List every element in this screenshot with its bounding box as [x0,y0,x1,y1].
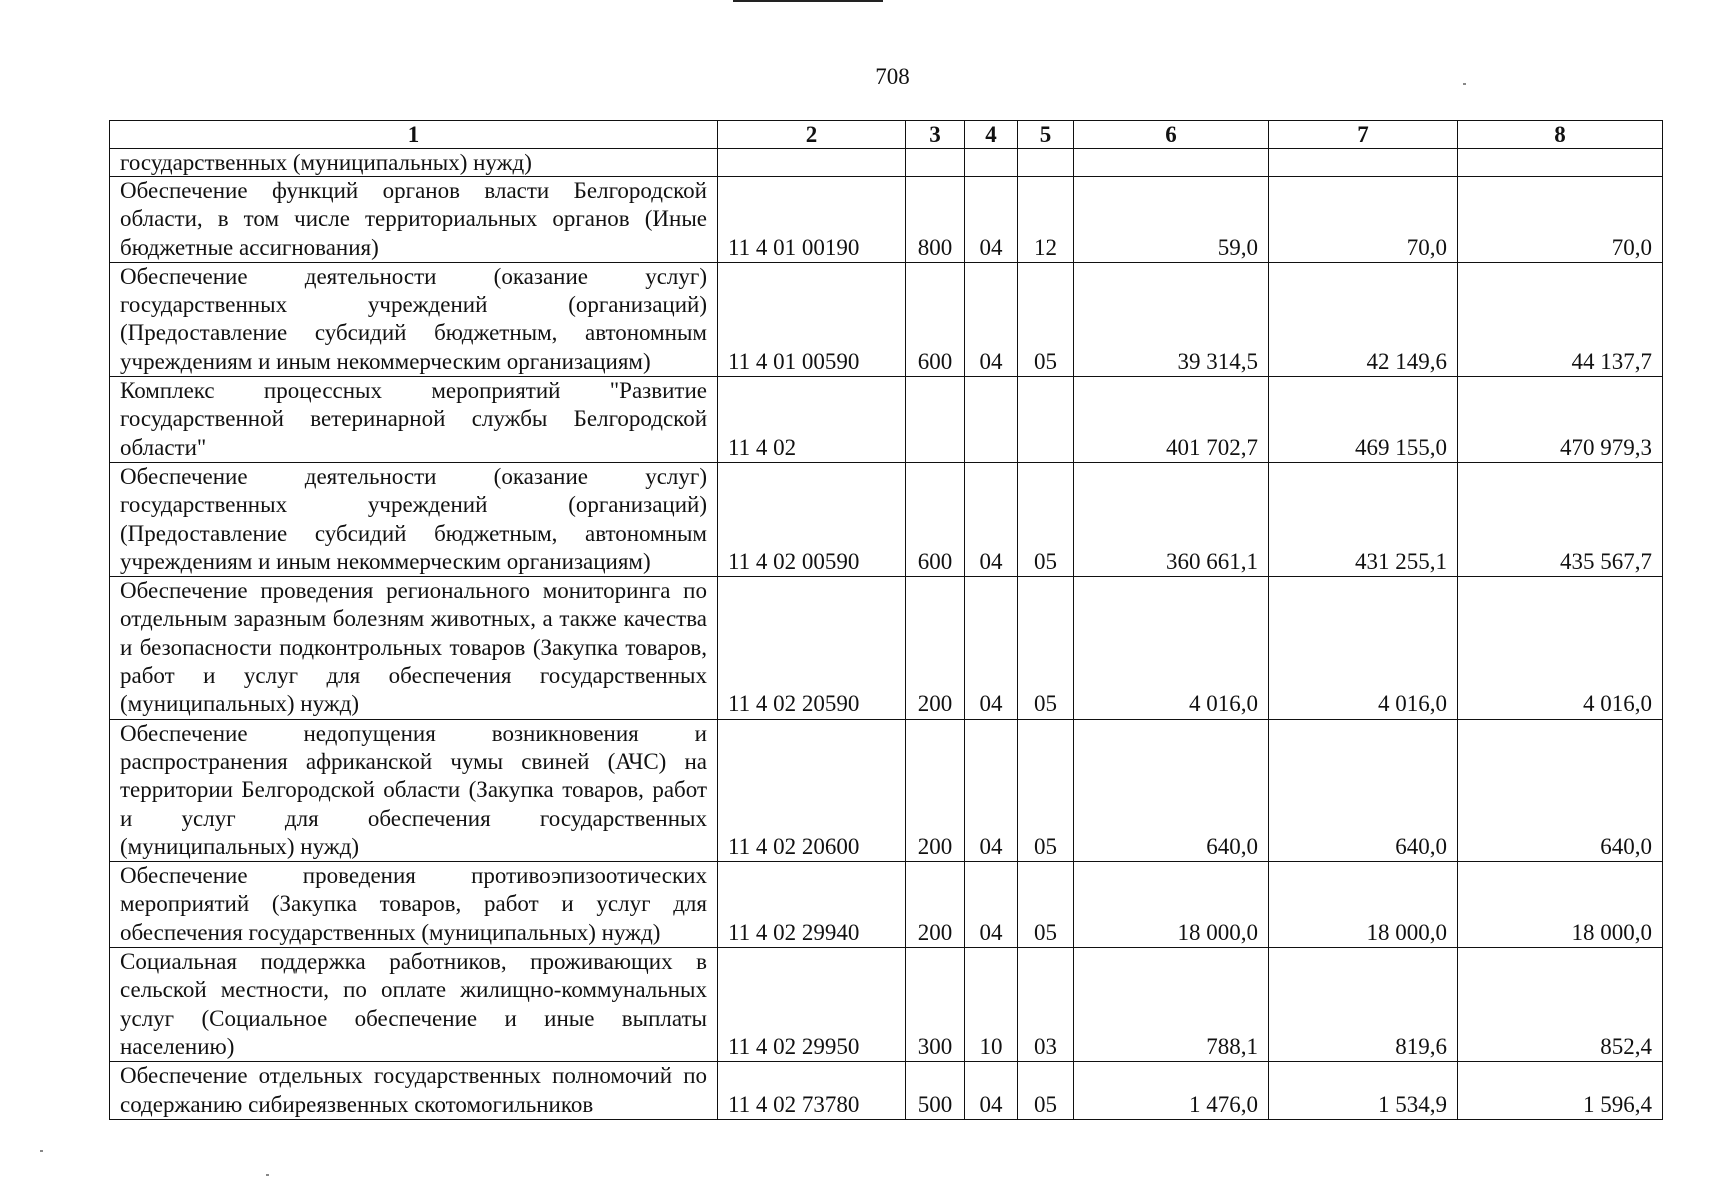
row-name: Обеспечение недопущения возникновения и распространения африканской чумы свиней (АЧС) на территории Белгородской области (Закупка товаров, работ и услуг для обеспечения государственных (муниципальных) нужд) [110,719,718,861]
row-name: Комплекс процессных мероприятий "Развитие государственной ветеринарной службы Белгородской области" [110,377,718,463]
row-value-col7: 18 000,0 [1269,862,1458,948]
row-code: 11 4 02 29940 [718,862,906,948]
budget-table [109,120,1663,1120]
row-value-col8: 44 137,7 [1458,262,1663,376]
header-col-1: 1 [110,121,718,149]
row-section: 04 [965,262,1018,376]
empty-cell [1074,149,1269,177]
empty-cell [1018,149,1074,177]
row-subsection: 03 [1018,948,1074,1062]
table-row [110,577,1663,719]
row-section: 04 [965,577,1018,719]
row-code: 11 4 02 73780 [718,1062,906,1120]
empty-cell [718,149,906,177]
row-section: 04 [965,862,1018,948]
row-section: 04 [965,462,1018,576]
top-rule [733,0,883,2]
header-col-6: 6 [1074,121,1269,149]
row-value-col6: 1 476,0 [1074,1062,1269,1120]
row-expense-type: 500 [906,1062,965,1120]
empty-cell [1458,149,1663,177]
row-name: Обеспечение деятельности (оказание услуг) государственных учреждений (организаций) (Предоставление субсидий бюджетным, автономным учреждениям и иным некоммерческим организациям) [110,462,718,576]
row-value-col6: 360 661,1 [1074,462,1269,576]
table-row [110,719,1663,861]
table-row [110,462,1663,576]
row-section [965,377,1018,463]
row-value-col7: 819,6 [1269,948,1458,1062]
header-col-8: 8 [1458,121,1663,149]
row-code: 11 4 02 00590 [718,462,906,576]
header-col-7: 7 [1269,121,1458,149]
row-value-col6: 4 016,0 [1074,577,1269,719]
row-expense-type: 300 [906,948,965,1062]
row-value-col8: 70,0 [1458,177,1663,263]
empty-cell [965,149,1018,177]
row-value-col7: 469 155,0 [1269,377,1458,463]
row-value-col8: 4 016,0 [1458,577,1663,719]
row-section: 10 [965,948,1018,1062]
row-value-col8: 470 979,3 [1458,377,1663,463]
row-value-col8: 852,4 [1458,948,1663,1062]
row-section: 04 [965,177,1018,263]
row-code: 11 4 02 20600 [718,719,906,861]
table-row [110,377,1663,463]
page-number: 708 [875,64,910,89]
row-value-col7: 1 534,9 [1269,1062,1458,1120]
row-code: 11 4 01 00190 [718,177,906,263]
header-col-4: 4 [965,121,1018,149]
row-subsection: 12 [1018,177,1074,263]
header-col-5: 5 [1018,121,1074,149]
row-value-col6: 18 000,0 [1074,862,1269,948]
row-subsection: 05 [1018,862,1074,948]
header-row [110,121,1663,149]
row-code: 11 4 01 00590 [718,262,906,376]
row-name: Обеспечение функций органов власти Белгородской области, в том числе территориальных органов (Иные бюджетные ассигнования) [110,177,718,263]
row-subsection: 05 [1018,1062,1074,1120]
row-value-col8: 1 596,4 [1458,1062,1663,1120]
row-value-col7: 640,0 [1269,719,1458,861]
table-row [110,862,1663,948]
empty-cell [1269,149,1458,177]
row-code: 11 4 02 [718,377,906,463]
row-expense-type: 200 [906,862,965,948]
table-row [110,177,1663,263]
row-expense-type: 200 [906,719,965,861]
row-value-col6: 39 314,5 [1074,262,1269,376]
row-value-col6: 59,0 [1074,177,1269,263]
row-subsection: 05 [1018,262,1074,376]
row-subsection: 05 [1018,462,1074,576]
row-value-col8: 18 000,0 [1458,862,1663,948]
row-value-col6: 788,1 [1074,948,1269,1062]
table-row [110,948,1663,1062]
row-subsection: 05 [1018,577,1074,719]
row-subsection: 05 [1018,719,1074,861]
continuation-row [110,149,1663,177]
continuation-text: государственных (муниципальных) нужд) [110,149,718,177]
header-col-2: 2 [718,121,906,149]
row-expense-type: 600 [906,462,965,576]
row-code: 11 4 02 20590 [718,577,906,719]
header-col-3: 3 [906,121,965,149]
row-name: Обеспечение проведения регионального мониторинга по отдельным заразным болезням животных, а также качества и безопасности подконтрольных товаров (Закупка товаров, работ и услуг для обеспечения государственных (муниципальных) нужд) [110,577,718,719]
row-section: 04 [965,719,1018,861]
table-row [110,262,1663,376]
row-name: Обеспечение деятельности (оказание услуг) государственных учреждений (организаций) (Предоставление субсидий бюджетным, автономным учреждениям и иным некоммерческим организациям) [110,262,718,376]
row-section: 04 [965,1062,1018,1120]
row-value-col7: 4 016,0 [1269,577,1458,719]
row-subsection [1018,377,1074,463]
row-value-col7: 431 255,1 [1269,462,1458,576]
scan-speck [1463,83,1466,85]
row-expense-type: 200 [906,577,965,719]
row-expense-type: 800 [906,177,965,263]
table-row [110,1062,1663,1120]
row-value-col8: 640,0 [1458,719,1663,861]
row-code: 11 4 02 29950 [718,948,906,1062]
scan-speck [40,1150,43,1152]
row-value-col7: 70,0 [1269,177,1458,263]
row-value-col6: 640,0 [1074,719,1269,861]
row-value-col8: 435 567,7 [1458,462,1663,576]
row-expense-type: 600 [906,262,965,376]
empty-cell [906,149,965,177]
row-value-col7: 42 149,6 [1269,262,1458,376]
row-value-col6: 401 702,7 [1074,377,1269,463]
row-name: Обеспечение отдельных государственных полномочий по содержанию сибиреязвенных скотомогильников [110,1062,718,1120]
row-expense-type [906,377,965,463]
scan-speck [266,1174,269,1176]
row-name: Обеспечение проведения противоэпизоотических мероприятий (Закупка товаров, работ и услуг для обеспечения государственных (муниципальных) нужд) [110,862,718,948]
row-name: Социальная поддержка работников, проживающих в сельской местности, по оплате жилищно-коммунальных услуг (Социальное обеспечение и иные выплаты населению) [110,948,718,1062]
